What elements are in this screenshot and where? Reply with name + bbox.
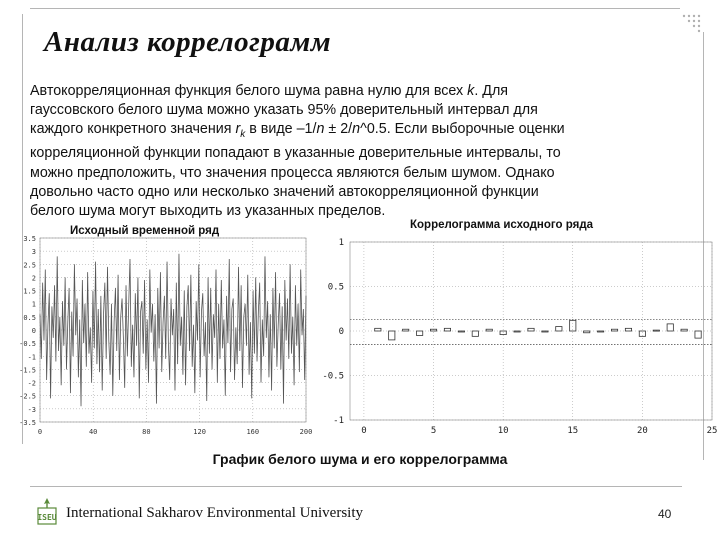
ts-y-tick-label: 1.5 (23, 287, 36, 296)
acf-x-tick-label: 20 (636, 426, 648, 436)
ts-x-tick-label: 120 (193, 428, 206, 436)
ts-x-tick-label: 0 (37, 428, 43, 436)
ts-x-tick-label: 40 (88, 428, 98, 436)
acf-bar (375, 328, 381, 331)
acf-bar (625, 328, 631, 331)
ts-y-tick-label: -2.5 (19, 392, 36, 401)
corner-dots-decoration (680, 12, 706, 38)
acf-bar (444, 328, 450, 331)
acf-x-tick-label: 5 (430, 426, 437, 436)
slide-title: Анализ коррелограмм (44, 26, 332, 58)
acf-bar (667, 324, 673, 331)
acf-bar (556, 327, 562, 331)
acf-bar (542, 331, 548, 332)
acf-bar (403, 329, 409, 331)
acf-bar (681, 329, 687, 331)
time-series-chart-title: Исходный временной ряд (70, 225, 220, 237)
acf-bar (389, 331, 395, 340)
body-line-5: можно предположить, что значения процесса являются белым шумом. Однако (30, 164, 555, 181)
ts-y-tick-label: -0.5 (19, 340, 36, 349)
acf-bar (486, 329, 492, 331)
acf-x-tick-label: 15 (567, 426, 579, 436)
figure-caption: График белого шума и его коррелограмма (212, 451, 508, 467)
ts-y-tick-label: -1 (27, 353, 36, 362)
ts-y-tick-label: 0 (31, 327, 36, 335)
ts-x-tick-label: 200 (299, 428, 312, 436)
correlogram-chart (318, 236, 718, 444)
acf-bar (514, 331, 520, 332)
body-line-1: Автокорреляционная функция белого шума равна нулю для всех k. Для (30, 83, 509, 99)
acf-x-tick-label: 10 (497, 426, 509, 436)
acf-y-tick-label: 1 (338, 238, 344, 248)
ts-y-tick-label: 1 (31, 300, 36, 309)
body-line-7: белого шума могут выходить из указанных пределов. (30, 203, 386, 220)
body-line-3: каждого конкретного значения $r_k$ в виде –1/n ± 2/n^0.5. Если выборочные оценки (30, 121, 565, 141)
correlogram-chart-title: Коррелограмма исходного ряда (410, 219, 594, 231)
ts-y-tick-label: 3.5 (23, 235, 36, 243)
ts-y-tick-label: 2 (31, 274, 36, 283)
ts-series-line (40, 254, 306, 406)
ts-x-tick-label: 160 (246, 428, 260, 436)
acf-y-tick-label: 0 (338, 327, 344, 337)
acf-bar (695, 331, 701, 338)
acf-bar (653, 330, 659, 331)
frame-bottom-line (30, 486, 682, 487)
acf-bar (597, 331, 603, 332)
body-paragraph (30, 82, 698, 221)
ts-y-tick-label: 0.5 (23, 313, 36, 322)
ts-y-tick-label: 3 (31, 248, 36, 257)
university-logo (36, 496, 58, 526)
acf-x-tick-label: 0 (361, 426, 367, 436)
frame-top-line (30, 8, 680, 9)
acf-bar (528, 328, 534, 331)
acf-bar (472, 331, 478, 336)
acf-bar (458, 331, 464, 332)
ts-y-tick-label: -3 (27, 405, 36, 414)
acf-bar (611, 329, 617, 331)
ts-y-tick-label: -1.5 (19, 366, 36, 375)
acf-bar (430, 329, 436, 331)
body-line-2: гауссовского белого шума можно указать 95% доверительный интервал для (30, 102, 538, 119)
acf-x-tick-label: 25 (706, 426, 718, 436)
logo-lettering: ISEU (37, 513, 57, 522)
footer-organization: International Sakharov Environmental University (66, 505, 364, 521)
acf-bar (416, 331, 422, 335)
acf-y-tick-label: 0.5 (327, 282, 344, 293)
acf-y-tick-label: -1 (333, 416, 344, 426)
time-series-chart (6, 232, 312, 444)
page-number: 40 (658, 507, 672, 521)
ts-y-tick-label: -2 (27, 379, 36, 388)
acf-y-tick-label: -0.5 (322, 371, 344, 382)
ts-x-tick-label: 80 (142, 428, 151, 436)
ts-y-tick-label: 2.5 (23, 261, 36, 270)
body-line-4: корреляционной функции попадают в указанные доверительные интервалы, то (30, 145, 561, 162)
ts-y-tick-label: -3.5 (19, 419, 36, 427)
acf-bar (584, 331, 590, 333)
body-line-6: довольно часто одно или несколько значений автокорреляционной функции (30, 183, 539, 200)
